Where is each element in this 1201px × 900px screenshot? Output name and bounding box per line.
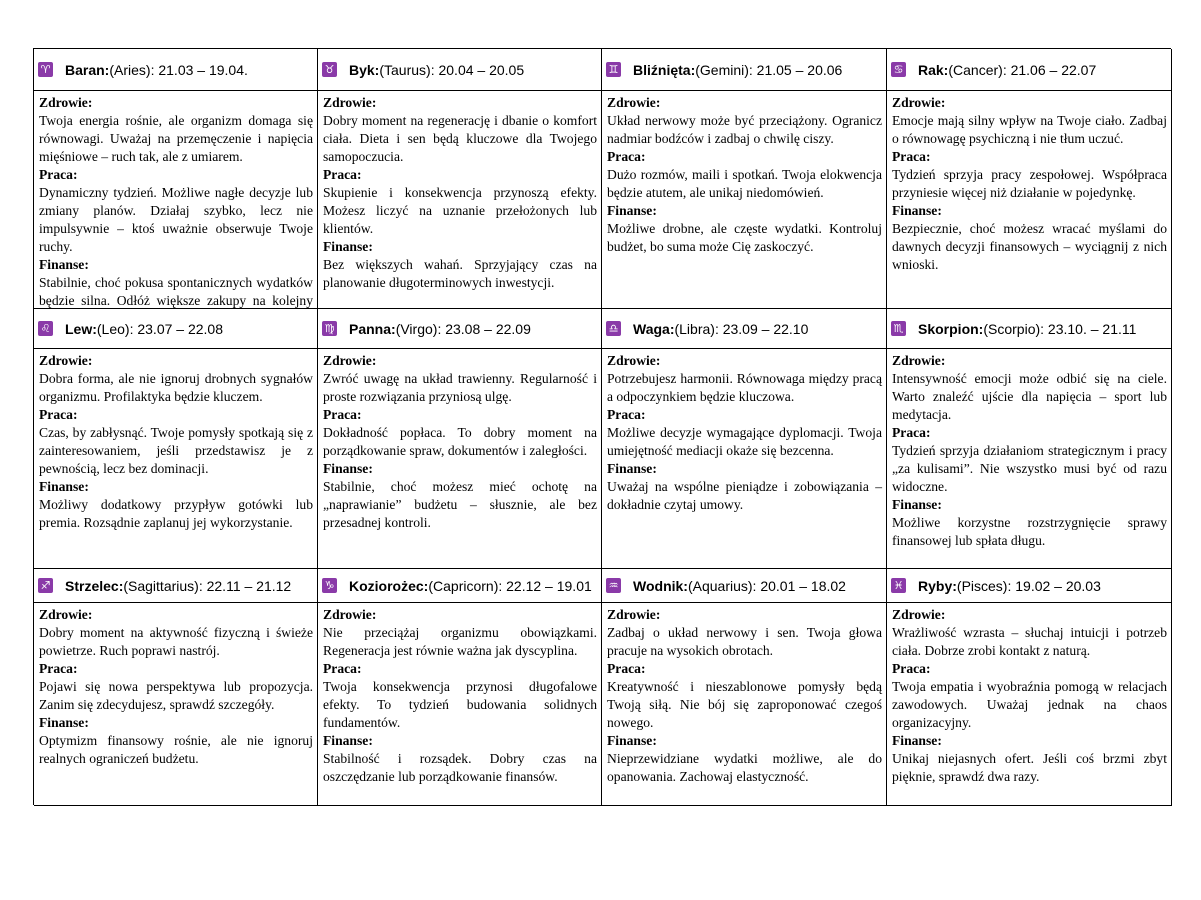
cancer-icon: ♋ — [891, 62, 906, 77]
work-label: Praca: — [607, 407, 646, 422]
work-text: Czas, by zabłysnąć. Twoje pomysły spotkają się z zainteresowaniem, jeśli przedstawisz je z pewnością, lecz bez dominacji. — [39, 425, 313, 476]
sign-date-range: (Sagittarius): 22.11 – 21.12 — [123, 577, 292, 594]
aquarius-icon: ♒ — [606, 578, 621, 593]
sign-date-range: (Leo): 23.07 – 22.08 — [96, 320, 223, 337]
sign-date-range: (Gemini): 21.05 – 20.06 — [695, 61, 843, 78]
sign-name: Rak: — [918, 61, 949, 78]
sign-header — [887, 49, 1172, 91]
finance-label: Finanse: — [323, 239, 373, 254]
health-label: Zdrowie: — [323, 95, 377, 110]
work-label: Praca: — [323, 407, 362, 422]
leo-icon: ♌ — [38, 321, 53, 336]
sign-forecast — [34, 603, 318, 806]
sign-forecast — [318, 349, 602, 569]
health-text: Wrażliwość wzrasta – słuchaj intuicji i potrzeb ciała. Dobrze zrobi kontakt z naturą. — [892, 625, 1167, 658]
health-text: Dobra forma, ale nie ignoruj drobnych sygnałów organizmu. Profilaktyka będzie kluczem. — [39, 371, 313, 404]
sign-forecast — [887, 91, 1172, 309]
work-label: Praca: — [39, 407, 78, 422]
sign-forecast — [34, 349, 318, 569]
work-label: Praca: — [892, 661, 931, 676]
health-text: Zwróć uwagę na układ trawienny. Regularność i proste rozwiązania przyniosą ulgę. — [323, 371, 597, 404]
health-text: Twoja energia rośnie, ale organizm domaga się równowagi. Uważaj na przemęczenie i napięcia mięśniowe – ruch tak, ale z umiarem. — [39, 113, 313, 164]
health-label: Zdrowie: — [607, 95, 661, 110]
finance-label: Finanse: — [39, 257, 89, 272]
finance-text: Stabilność i rozsądek. Dobry czas na oszczędzanie lub porządkowanie finansów. — [323, 751, 597, 784]
health-text: Układ nerwowy może być przeciążony. Ogranicz nadmiar bodźców i zadbaj o chwilę ciszy. — [607, 113, 882, 146]
work-label: Praca: — [892, 149, 931, 164]
finance-text: Bez większych wahań. Sprzyjający czas na planowanie długoterminowych inwestycji. — [323, 257, 597, 290]
sign-header — [34, 569, 318, 603]
finance-label: Finanse: — [323, 733, 373, 748]
health-text: Emocje mają silny wpływ na Twoje ciało. Zadbaj o równowagę psychiczną i nie tłum uczuć. — [892, 113, 1167, 146]
health-text: Nie przeciążaj organizmu obowiązkami. Regeneracja jest równie ważna jak dyscyplina. — [323, 625, 597, 658]
finance-text: Możliwe korzystne rozstrzygnięcie sprawy finansowej lub spłata długu. — [892, 515, 1167, 548]
horoscope-table — [33, 48, 1171, 805]
finance-text: Stabilnie, choć możesz mieć ochotę na „naprawianie” budżetu – słusznie, ale bez przesadnej kontroli. — [323, 479, 597, 530]
sign-name: Koziorożec: — [349, 577, 429, 594]
sign-header — [887, 569, 1172, 603]
work-label: Praca: — [323, 661, 362, 676]
taurus-icon: ♉ — [322, 62, 337, 77]
health-label: Zdrowie: — [892, 353, 946, 368]
sign-header — [602, 49, 887, 91]
sign-header — [34, 49, 318, 91]
pisces-icon: ♓ — [891, 578, 906, 593]
health-label: Zdrowie: — [323, 607, 377, 622]
sign-forecast — [318, 91, 602, 309]
health-text: Dobry moment na aktywność fizyczną i świeże powietrze. Ruch poprawi nastrój. — [39, 625, 313, 658]
sign-date-range: (Capricorn): 22.12 – 19.01 — [428, 577, 592, 594]
finance-text: Optymizm finansowy rośnie, ale nie ignoruj realnych ograniczeń budżetu. — [39, 733, 313, 766]
work-label: Praca: — [39, 661, 78, 676]
work-label: Praca: — [323, 167, 362, 182]
finance-text: Unikaj niejasnych ofert. Jeśli coś brzmi zbyt pięknie, sprawdź dwa razy. — [892, 751, 1167, 784]
sign-date-range: (Aquarius): 20.01 – 18.02 — [687, 577, 846, 594]
sign-forecast — [887, 349, 1172, 569]
health-text: Intensywność emocji może odbić się na ciele. Warto znaleźć ujście dla napięcia – sport lub medytacja. — [892, 371, 1167, 422]
sign-name: Byk: — [349, 61, 380, 78]
health-label: Zdrowie: — [607, 607, 661, 622]
capricorn-icon: ♑ — [322, 578, 337, 593]
sagittarius-icon: ♐ — [38, 578, 53, 593]
work-label: Praca: — [39, 167, 78, 182]
sign-name: Baran: — [65, 61, 110, 78]
aries-icon: ♈ — [38, 62, 53, 77]
health-text: Potrzebujesz harmonii. Równowaga między pracą a odpoczynkiem będzie kluczowa. — [607, 371, 882, 404]
finance-label: Finanse: — [607, 461, 657, 476]
sign-forecast — [602, 91, 887, 309]
sign-date-range: (Aries): 21.03 – 19.04. — [109, 61, 248, 78]
finance-label: Finanse: — [323, 461, 373, 476]
work-label: Praca: — [607, 149, 646, 164]
sign-forecast — [34, 91, 318, 309]
work-text: Dynamiczny tydzień. Możliwe nagłe decyzje lub zmiany planów. Działaj szybko, lecz nie impulsywnie – ktoś uważnie obserwuje Twoje ruchy. — [39, 185, 313, 254]
health-label: Zdrowie: — [892, 607, 946, 622]
sign-header — [602, 309, 887, 349]
finance-label: Finanse: — [39, 715, 89, 730]
finance-label: Finanse: — [892, 733, 942, 748]
finance-text: Nieprzewidziane wydatki możliwe, ale do opanowania. Zachowaj elastyczność. — [607, 751, 882, 784]
work-text: Skupienie i konsekwencja przynoszą efekty. Możesz liczyć na uznanie przełożonych lub klientów. — [323, 185, 597, 236]
finance-label: Finanse: — [892, 203, 942, 218]
sign-name: Wodnik: — [633, 577, 688, 594]
scorpio-icon: ♏ — [891, 321, 906, 336]
health-text: Dobry moment na regenerację i dbanie o komfort ciała. Dieta i sen będą kluczowe dla Twojego samopoczucia. — [323, 113, 597, 164]
work-label: Praca: — [892, 425, 931, 440]
sign-name: Lew: — [65, 320, 97, 337]
work-text: Tydzień sprzyja pracy zespołowej. Współpraca przyniesie więcej niż działanie w pojedynkę. — [892, 167, 1167, 200]
work-text: Dużo rozmów, maili i spotkań. Twoja elokwencja będzie atutem, ale unikaj niedomówień. — [607, 167, 882, 200]
health-label: Zdrowie: — [323, 353, 377, 368]
sign-name: Waga: — [633, 320, 675, 337]
sign-header — [318, 49, 602, 91]
sign-header — [318, 569, 602, 603]
work-text: Twoja empatia i wyobraźnia pomogą w relacjach zawodowych. Uważaj jednak na chaos organizacyjny. — [892, 679, 1167, 730]
sign-date-range: (Taurus): 20.04 – 20.05 — [379, 61, 525, 78]
finance-text: Uważaj na wspólne pieniądze i zobowiązania – dokładnie czytaj umowy. — [607, 479, 882, 512]
sign-date-range: (Pisces): 19.02 – 20.03 — [956, 577, 1101, 594]
finance-text: Możliwe drobne, ale częste wydatki. Kontroluj budżet, bo suma może Cię zaskoczyć. — [607, 221, 882, 254]
finance-text: Stabilnie, choć pokusa spontanicznych wydatków będzie silna. Odłóż większe zakupy na kolejny — [39, 275, 313, 308]
sign-date-range: (Scorpio): 23.10. – 21.11 — [983, 320, 1137, 337]
health-label: Zdrowie: — [39, 95, 93, 110]
health-label: Zdrowie: — [892, 95, 946, 110]
work-label: Praca: — [607, 661, 646, 676]
sign-name: Bliźnięta: — [633, 61, 696, 78]
health-label: Zdrowie: — [39, 607, 93, 622]
sign-name: Panna: — [349, 320, 396, 337]
work-text: Twoja konsekwencja przynosi długofalowe efekty. To tydzień budowania solidnych fundamentów. — [323, 679, 597, 730]
sign-forecast — [602, 349, 887, 569]
sign-date-range: (Cancer): 21.06 – 22.07 — [948, 61, 1097, 78]
finance-text: Możliwy dodatkowy przypływ gotówki lub premia. Rozsądnie zaplanuj jej wykorzystanie. — [39, 497, 313, 530]
sign-name: Skorpion: — [918, 320, 984, 337]
finance-text: Bezpiecznie, choć możesz wracać myślami do dawnych decyzji finansowych – wyciągnij z nich wnioski. — [892, 221, 1167, 272]
gemini-icon: ♊ — [606, 62, 621, 77]
health-label: Zdrowie: — [607, 353, 661, 368]
sign-forecast — [602, 603, 887, 806]
finance-label: Finanse: — [892, 497, 942, 512]
finance-label: Finanse: — [607, 203, 657, 218]
sign-header — [602, 569, 887, 603]
virgo-icon: ♍ — [322, 321, 337, 336]
sign-forecast — [887, 603, 1172, 806]
sign-header — [34, 309, 318, 349]
sign-date-range: (Virgo): 23.08 – 22.09 — [395, 320, 531, 337]
work-text: Kreatywność i nieszablonowe pomysły będą Twoją siłą. Nie bój się zaproponować czegoś nowego. — [607, 679, 882, 730]
work-text: Możliwe decyzje wymagające dyplomacji. Twoja umiejętność mediacji okaże się bezcenna. — [607, 425, 882, 458]
libra-icon: ♎ — [606, 321, 621, 336]
health-text: Zadbaj o układ nerwowy i sen. Twoja głowa pracuje na wysokich obrotach. — [607, 625, 882, 658]
sign-forecast — [318, 603, 602, 806]
sign-name: Ryby: — [918, 577, 957, 594]
work-text: Dokładność popłaca. To dobry moment na porządkowanie spraw, dokumentów i zaległości. — [323, 425, 597, 458]
work-text: Pojawi się nowa perspektywa lub propozycja. Zanim się zdecydujesz, sprawdź szczegóły. — [39, 679, 313, 712]
finance-label: Finanse: — [39, 479, 89, 494]
sign-name: Strzelec: — [65, 577, 124, 594]
health-label: Zdrowie: — [39, 353, 93, 368]
sign-header — [318, 309, 602, 349]
work-text: Tydzień sprzyja działaniom strategicznym i pracy „za kulisami”. Nie wszystko musi być od razu widoczne. — [892, 443, 1167, 494]
sign-header — [887, 309, 1172, 349]
sign-date-range: (Libra): 23.09 – 22.10 — [674, 320, 809, 337]
finance-label: Finanse: — [607, 733, 657, 748]
